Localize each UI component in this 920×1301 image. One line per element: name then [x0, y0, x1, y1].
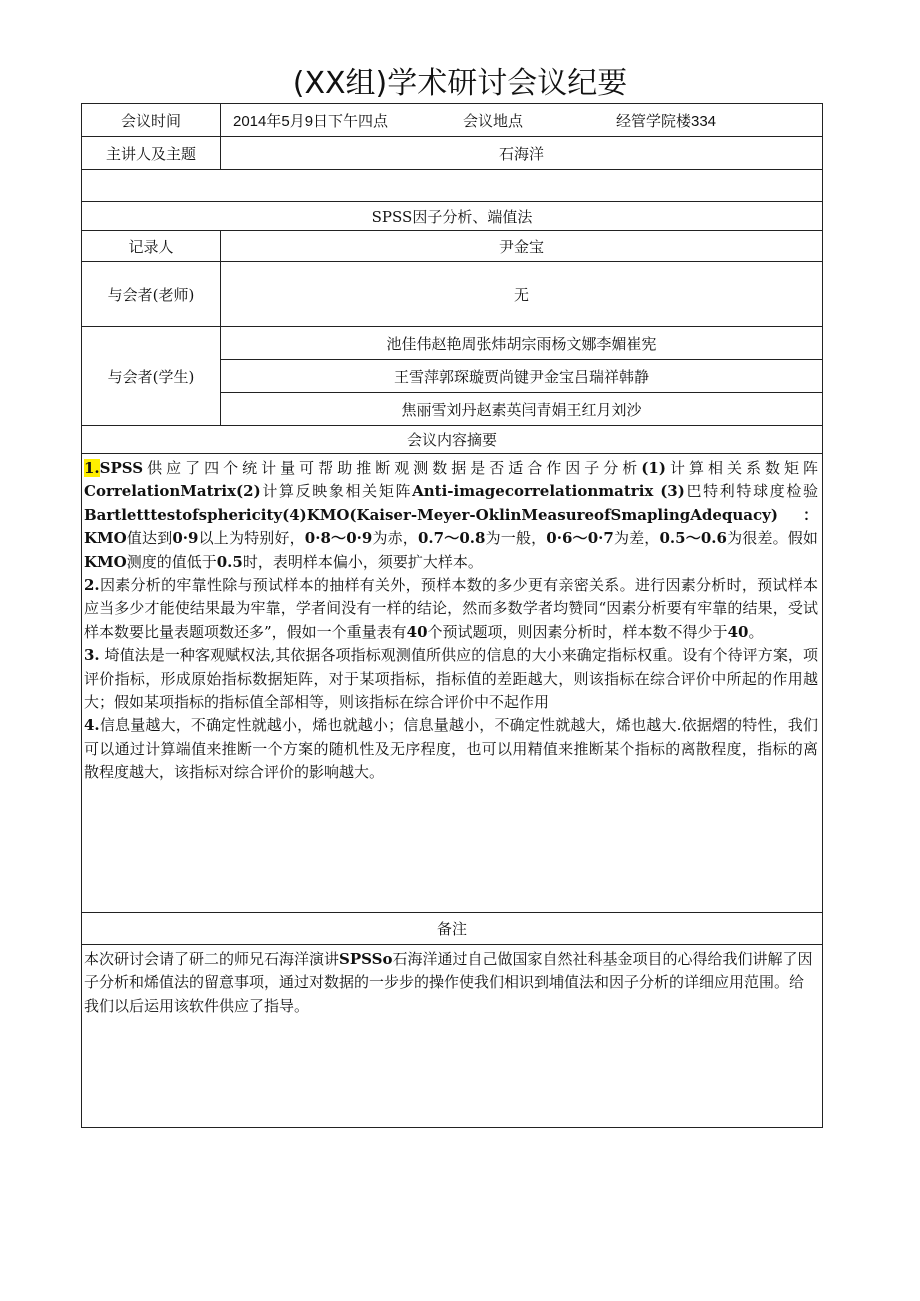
summary-content-row [82, 454, 823, 913]
topic: SPSS因子分析、端值法 [82, 202, 823, 231]
recorder-value: 尹金宝 [221, 231, 823, 262]
text-segment: SPSS [99, 459, 144, 477]
time-value: 2014年5月9日下午四点 [233, 112, 389, 130]
remarks-content-row [82, 945, 823, 1128]
text-segment: 以上为特别好， [198, 529, 305, 548]
remarks-heading: 备注 [82, 913, 823, 945]
paragraph-number: 2. [84, 576, 100, 595]
text-segment: Bartletttestofsphericity(4)KMO(Kaiser-Meyer-OklinMeasureofSmaplingAdequacy)：KMO [84, 505, 818, 548]
text-segment: 40 [406, 622, 428, 641]
document-title: (XX组)学术研讨会议纪要 [292, 66, 628, 101]
time-label: 会议时间 [82, 104, 221, 137]
text-segment: 石海洋通过自己做国家自然社科基金项目的心得给我们讲解了因子分析和烯值法的留意事项，通过对数据的一步步的操作使我们相识到埔值法和因子分析的详细应用范围。给我们以后运用该软件供应了指导。 [84, 950, 813, 1015]
remarks-content [82, 945, 823, 1128]
summary-paragraph-2 [84, 574, 818, 644]
paragraph-body [84, 459, 818, 571]
student-line-2: 王雪萍郭琛璇贾尚键尹金宝吕瑞祥韩静 [221, 360, 823, 393]
text-segment: Anti-imagecorrelationmatrix (3) [412, 482, 685, 501]
summary-heading: 会议内容摘要 [82, 426, 823, 454]
place-value: 经管学院楼334 [616, 112, 717, 130]
student-line-3: 焦丽雪刘丹赵素英闫青娟王红月刘沙 [221, 393, 823, 426]
text-segment: 为很差。假如 [726, 529, 818, 548]
summary-paragraph-3 [84, 644, 818, 714]
text-segment: 0·6～0·7 [546, 529, 614, 548]
summary-paragraph-1 [84, 457, 818, 574]
text-segment: 40 [727, 622, 749, 641]
text-segment: 。 [748, 622, 764, 641]
text-segment: 因素分析的牢靠性除与预试样本的抽样有关外，预样本数的多少更有亲密关系。进行因素分析时，预试样本应当多少才能使结果最为牢靠，学者间没有一样的结论，然而多数学者均赞同“因素分析要有牢靠的结果，受试样本数要比量表题项数还多”，假如一个重量表有 [84, 576, 818, 641]
text-segment: 0.7～0.8 [417, 529, 486, 548]
paragraph-number: 1. [84, 459, 100, 477]
teacher-value: 无 [221, 262, 823, 327]
place-label: 会议地点 [463, 111, 524, 130]
paragraph-body [84, 576, 818, 641]
summary-heading-row [82, 426, 823, 454]
text-segment: 值达到 [126, 529, 173, 548]
speaker-value: 石海洋 [221, 137, 823, 170]
empty-cell [82, 170, 823, 202]
text-segment: 时，表明样本偏小，须要扩大样本。 [242, 552, 483, 571]
recorder-row [82, 231, 823, 262]
minutes-table [81, 103, 823, 1128]
text-segment: 测度的值低于 [126, 552, 217, 571]
time-place-cell [221, 104, 823, 137]
text-segment: 计算反映象相关矩阵 [260, 482, 413, 501]
student-row [82, 327, 823, 360]
summary-content [82, 454, 823, 913]
remarks-heading-row [82, 913, 823, 945]
paragraph-body: 埼值法是一种客观赋权法,其依据各项指标观测值所供应的信息的大小来确定指标权重。设有个待评方案，项评价指标，形成原始指标数据矩阵，对于某项指标，指标值的差距越大，则该指标在综合评价中所起的作用越大；假如某项指标的指标值全部相等，则该指标在综合评价中不起作用 [84, 646, 818, 712]
text-segment: 为一般， [485, 529, 547, 548]
speaker-row [82, 137, 823, 170]
empty-row [82, 170, 823, 202]
teacher-label: 与会者(老师) [82, 262, 221, 327]
meeting-time-row [82, 104, 823, 137]
text-segment: 为赤， [372, 529, 418, 548]
text-segment: 0·9 [172, 529, 199, 548]
teacher-row [82, 262, 823, 327]
text-segment: (1) [641, 459, 666, 477]
remarks-body [84, 950, 812, 1015]
text-segment: 本次研讨会请了研二的师兄石海洋演讲 [84, 950, 340, 968]
text-segment: 0·8～0·9 [304, 529, 373, 548]
text-segment: KMO [84, 552, 127, 571]
text-segment: 0.5～0.6 [659, 529, 727, 548]
student-line-1: 池佳伟赵艳周张炜胡宗雨杨文娜李媚崔宪 [221, 327, 823, 360]
text-segment: 巴特利特球度检验 [684, 482, 818, 501]
text-segment: 0.5 [216, 552, 243, 571]
student-label: 与会者(学生) [82, 327, 221, 426]
speaker-label: 主讲人及主题 [82, 137, 221, 170]
text-segment: 个预试题项，则因素分析时，样本数不得少于 [427, 622, 728, 641]
summary-paragraph-4 [84, 714, 818, 784]
text-segment: SPSSo [339, 950, 393, 968]
paragraph-body: 信息量越大，不确定性就越小，烯也就越小；信息量越小，不确定性就越大，烯也越大.依据熠的特性，我们可以通过计算端值来推断一个方案的随机性及无序程度，也可以用精值来推断某个指标的离散程度，指标的离散程度越大，该指标对综合评价的影响越大。 [84, 716, 818, 782]
paragraph-number: 4. [84, 716, 100, 735]
text-segment: 供应了四个统计量可帮助推断观测数据是否适合作因子分析 [143, 459, 642, 477]
paragraph-number: 3. [84, 646, 100, 665]
text-segment: 为差， [613, 529, 660, 548]
topic-row [82, 202, 823, 231]
recorder-label: 记录人 [82, 231, 221, 262]
text-segment: CorrelationMatrix(2) [84, 482, 261, 501]
text-segment: 计算相关系数矩阵 [665, 459, 818, 477]
